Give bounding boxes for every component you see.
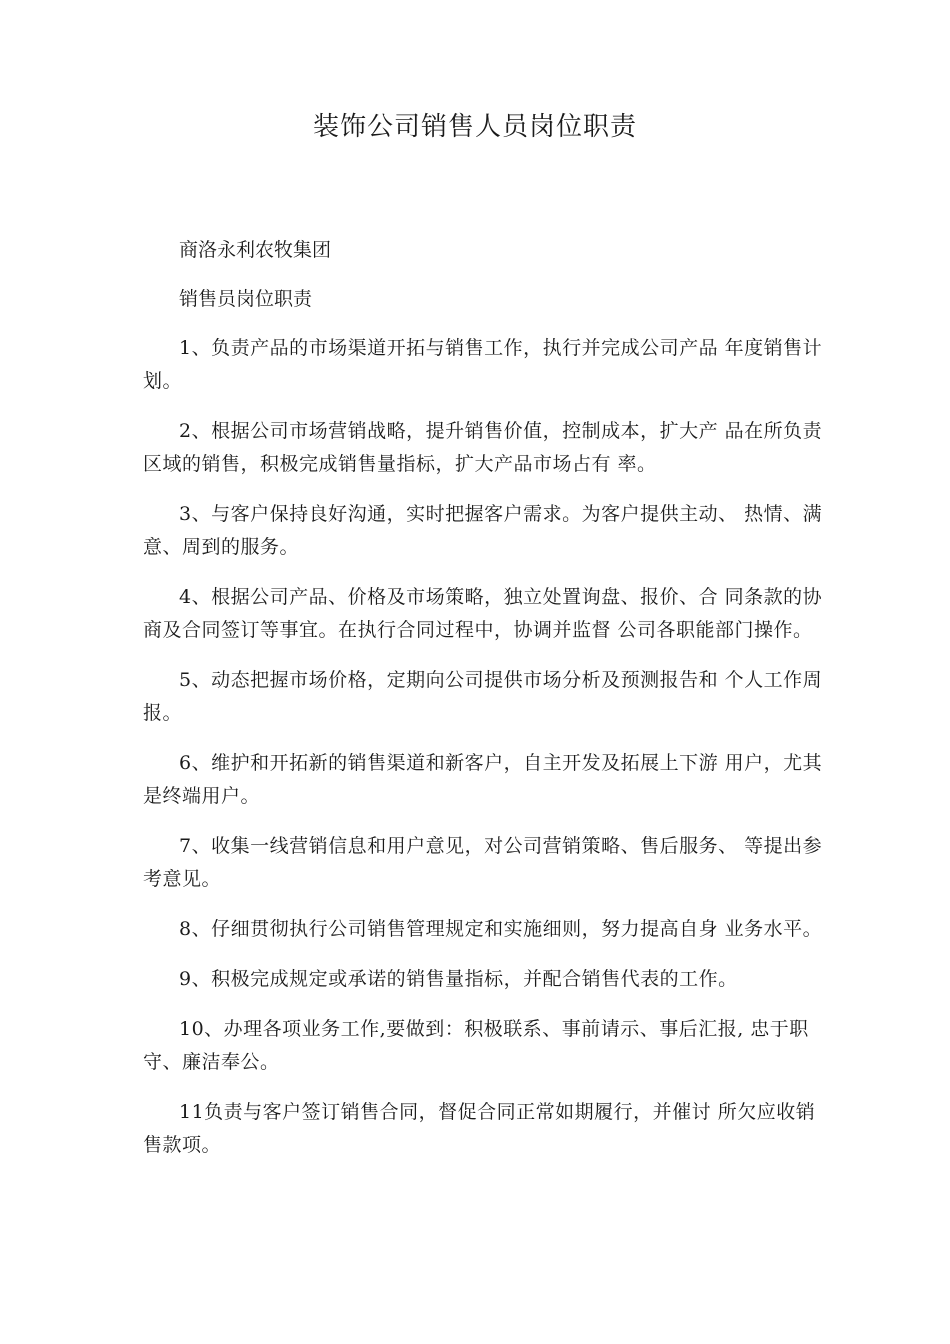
section-heading: 销售员岗位职责 [179,288,313,310]
document-body [143,234,833,1179]
duty-item-6: 6、维护和开拓新的销售渠道和新客户，自主开发及拓展上下游 用户，尤其是终端用户。 [143,752,823,807]
duty-item-11: 11负责与客户签订销售合同，督促合同正常如期履行，并催讨 所欠应收销售款项。 [143,1101,816,1156]
duty-item-2: 2、根据公司市场营销战略，提升销售价值，控制成本，扩大产 品在所负责区域的销售，积极完成销售量指标，扩大产品市场占有 率。 [143,420,823,475]
organization-name: 商洛永利农牧集团 [179,239,332,261]
duty-item-3: 3、与客户保持良好沟通，实时把握客户需求。为客户提供主动、 热情、满意、周到的服务。 [143,503,823,558]
duty-item-9: 9、积极完成规定或承诺的销售量指标，并配合销售代表的工作。 [179,968,738,990]
duty-item-1: 1、负责产品的市场渠道开拓与销售工作，执行并完成公司产品 年度销售计划。 [143,337,823,392]
duty-item-10: 10、办理各项业务工作,要做到：积极联系、事前请示、事后汇报, 忠于职守、廉洁奉公。 [143,1018,809,1073]
duty-item-4: 4、根据公司产品、价格及市场策略，独立处置询盘、报价、合 同条款的协商及合同签订等事宜。在执行合同过程中，协调并监督 公司各职能部门操作。 [143,586,823,641]
document-title: 装饰公司销售人员岗位职责 [312,112,637,142]
duty-item-8: 8、仔细贯彻执行公司销售管理规定和实施细则，努力提高自身 业务水平。 [179,918,823,940]
duty-item-5: 5、动态把握市场价格，定期向公司提供市场分析及预测报告和 个人工作周报。 [143,669,823,724]
duty-item-7: 7、收集一线营销信息和用户意见，对公司营销策略、售后服务、 等提出参考意见。 [143,835,823,890]
